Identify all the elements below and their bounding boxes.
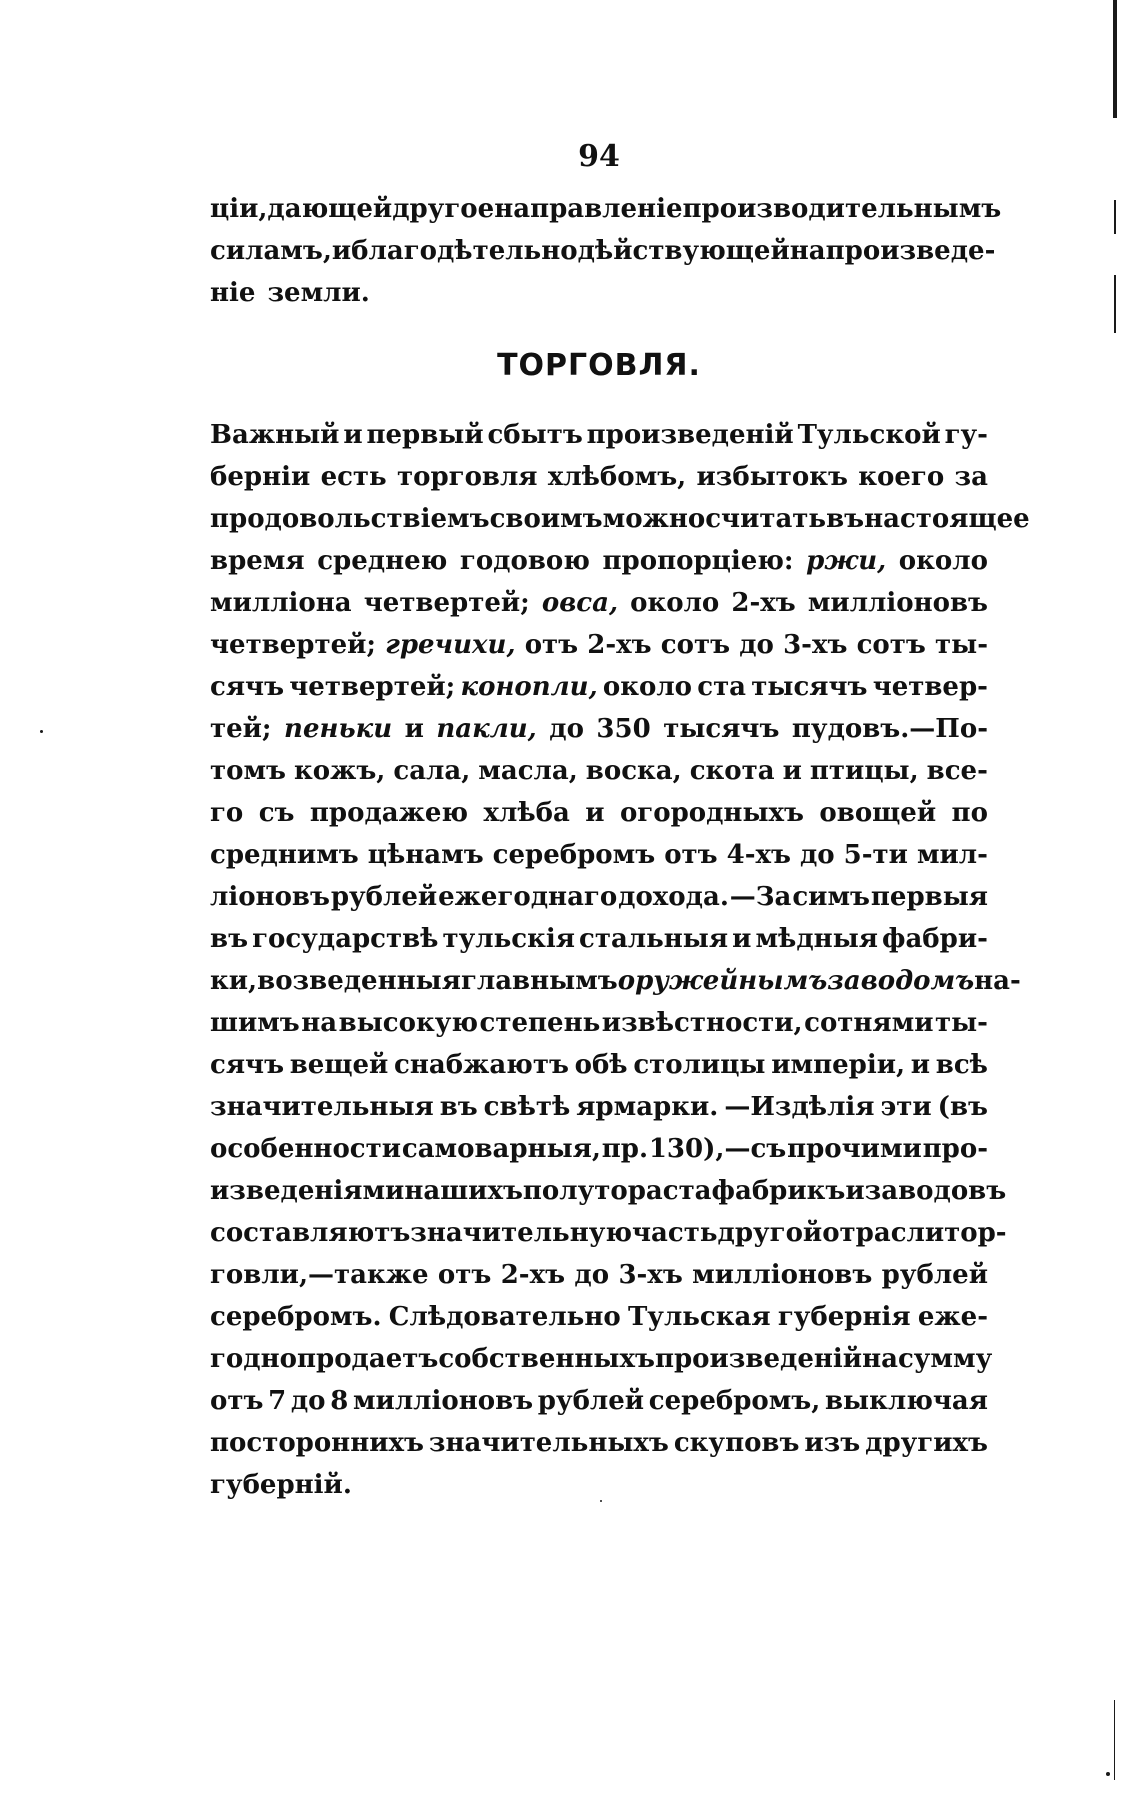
text-line — [210, 1338, 993, 1380]
word: время — [210, 546, 305, 576]
word: отъ — [664, 840, 718, 870]
word: другой — [717, 1218, 823, 1248]
word: до — [574, 1260, 610, 1290]
word: сячъ — [210, 672, 285, 702]
word: милліона — [210, 588, 352, 618]
word: часть — [632, 1218, 718, 1248]
word: до — [739, 630, 774, 660]
word: рублей — [330, 882, 438, 912]
word: про- — [922, 1134, 988, 1164]
word: торговля — [397, 462, 538, 492]
word: кожъ, — [293, 756, 386, 786]
word: ціи, — [210, 194, 268, 224]
word: гречихи, — [385, 630, 516, 660]
word: 130),—съ — [648, 1134, 787, 1164]
word: ты- — [935, 630, 988, 660]
text-line — [210, 230, 996, 272]
word: Важный — [210, 420, 340, 450]
word: серебромъ, — [648, 1386, 821, 1416]
word: среднимъ — [210, 840, 359, 870]
word: столицы — [633, 1050, 766, 1080]
word: около — [630, 588, 720, 618]
word: дохода. — [618, 882, 729, 912]
word: воска, — [585, 756, 682, 786]
word: ты- — [935, 1008, 988, 1038]
word: значительныхъ — [428, 1428, 669, 1458]
word: 3-хъ — [618, 1260, 683, 1290]
word: Слѣдовательно — [388, 1302, 621, 1332]
word: и — [910, 1050, 931, 1080]
word: значительную — [410, 1218, 633, 1248]
word: милліоновъ — [807, 588, 988, 618]
word: вещей — [289, 1050, 389, 1080]
word: 3-хъ — [783, 630, 848, 660]
page-edge-mark — [1114, 200, 1116, 234]
word: прочими — [787, 1134, 922, 1164]
word: въ — [210, 924, 249, 954]
text-line — [210, 1380, 988, 1422]
word: конопли, — [460, 672, 598, 702]
word: и — [585, 798, 605, 828]
word: го — [210, 798, 244, 828]
text-line — [210, 456, 988, 498]
word: сала, — [393, 756, 471, 786]
word: все- — [926, 756, 988, 786]
word: имперіи, — [771, 1050, 906, 1080]
word: —Издѣлія — [724, 1092, 875, 1122]
text-line — [210, 1296, 988, 1338]
word: около — [898, 546, 988, 576]
word: продовольствіемъ — [210, 504, 490, 534]
word: до — [799, 840, 835, 870]
word: хлѣба — [483, 798, 570, 828]
word: скота — [689, 756, 775, 786]
page-edge-mark — [1114, 275, 1116, 333]
word: 2-хъ — [731, 588, 796, 618]
word: нашихъ — [404, 1176, 523, 1206]
word: оружейнымъ — [617, 966, 828, 996]
word: и — [343, 420, 363, 450]
body-paragraph — [210, 414, 1030, 1506]
word: пудовъ.—По- — [791, 714, 988, 744]
word: 2-хъ — [587, 630, 652, 660]
word: особенности — [210, 1134, 402, 1164]
word: четвертей; — [289, 672, 456, 702]
word: хлѣбомъ, — [547, 462, 687, 492]
word: сбытъ — [487, 420, 583, 450]
text-line — [210, 750, 988, 792]
text-line — [210, 1170, 1007, 1212]
word: ста — [697, 672, 747, 702]
word: и — [331, 236, 352, 266]
word: сячъ — [210, 1050, 285, 1080]
word: томъ — [210, 756, 286, 786]
word: самоварныя, — [401, 1134, 601, 1164]
word: годно — [210, 1344, 297, 1374]
word: пр. — [601, 1134, 649, 1164]
word: милліоновъ — [692, 1260, 873, 1290]
word: (въ — [937, 1092, 988, 1122]
text-line — [210, 414, 988, 456]
word: овощей — [819, 798, 937, 828]
word: симъ — [792, 882, 870, 912]
text-line — [210, 1422, 988, 1464]
text-line — [210, 582, 988, 624]
word: продаетъ — [296, 1344, 439, 1374]
word: рублей — [537, 1386, 645, 1416]
word: серебромъ — [492, 840, 656, 870]
text-line — [210, 792, 988, 834]
word: скуповъ — [673, 1428, 800, 1458]
word: отрасли — [822, 1218, 945, 1248]
word: тор- — [944, 1218, 1007, 1248]
word: свѣтѣ — [483, 1092, 571, 1122]
text-line — [210, 1464, 988, 1506]
word: и — [732, 924, 752, 954]
word: 5-ти — [843, 840, 908, 870]
word: шимъ — [210, 1008, 300, 1038]
word: сотъ — [660, 630, 731, 660]
word: овса, — [541, 588, 619, 618]
word: до — [549, 714, 584, 744]
word: гу- — [944, 420, 988, 450]
word: высокую — [338, 1008, 479, 1038]
book-page — [210, 138, 1030, 1506]
word: заводомъ — [827, 966, 975, 996]
word: масла, — [478, 756, 578, 786]
word: составляютъ — [210, 1218, 411, 1248]
word: 2-хъ — [500, 1260, 566, 1290]
word: ярмарки. — [576, 1092, 719, 1122]
word: отъ — [437, 1260, 492, 1290]
word: считать — [705, 504, 827, 534]
text-line — [210, 1044, 988, 1086]
section-title: ТОРГОВЛЯ. — [497, 348, 701, 383]
word: на- — [974, 966, 1021, 996]
word: дѣйствующей — [577, 236, 790, 266]
text-line — [210, 272, 988, 314]
word: ржи, — [806, 546, 887, 576]
text-line — [210, 834, 988, 876]
word: въ — [826, 504, 865, 534]
word: Тульской — [797, 420, 941, 450]
word: направленіе — [494, 194, 683, 224]
word: мил- — [916, 840, 988, 870]
word: серебромъ. — [210, 1302, 382, 1332]
word: эти — [880, 1092, 932, 1122]
word: 4-хъ — [726, 840, 791, 870]
word: настоящее — [864, 504, 1030, 534]
word: за — [954, 462, 988, 492]
word: фабри- — [882, 924, 988, 954]
word: произведе- — [825, 236, 996, 266]
word: тей; — [210, 714, 272, 744]
word: отъ — [210, 1386, 264, 1416]
word: произведеній — [586, 420, 794, 450]
word: собственныхъ — [438, 1344, 655, 1374]
word: ліоновъ — [210, 882, 330, 912]
word: губернія — [777, 1302, 911, 1332]
word: фабрикъ — [711, 1176, 846, 1206]
word: государствѣ — [252, 924, 439, 954]
word: годовою — [459, 546, 590, 576]
word: полутораста — [522, 1176, 712, 1206]
word: пакли, — [436, 714, 537, 744]
word: цѣнамъ — [367, 840, 484, 870]
ink-speck — [40, 730, 43, 733]
word: 8 — [330, 1386, 349, 1416]
word: первый — [366, 420, 484, 450]
text-line — [210, 876, 988, 918]
word: губерній. — [210, 1470, 352, 1500]
word: сумму — [897, 1344, 993, 1374]
word: другихъ — [865, 1428, 988, 1458]
word: ежегоднаго — [438, 882, 618, 912]
word: говли,—также — [210, 1260, 429, 1290]
word: четвер- — [872, 672, 988, 702]
intro-paragraph — [210, 188, 1002, 314]
word: возведенныя — [257, 966, 461, 996]
word: ки, — [210, 966, 258, 996]
word: по — [951, 798, 988, 828]
word: можно — [602, 504, 706, 534]
word: первыя — [870, 882, 988, 912]
word: стальныя — [579, 924, 729, 954]
text-line — [210, 1086, 988, 1128]
word: —За — [729, 882, 792, 912]
word: постороннихъ — [210, 1428, 424, 1458]
word: другое — [392, 194, 495, 224]
word: на — [789, 236, 826, 266]
word: значительныя — [210, 1092, 434, 1122]
text-line — [210, 1128, 988, 1170]
word: четвертей; — [210, 630, 377, 660]
word: снабжаютъ — [394, 1050, 569, 1080]
word: всѣ — [935, 1050, 988, 1080]
word: избытокъ — [696, 462, 848, 492]
text-line — [210, 498, 1030, 540]
word: изъ — [804, 1428, 861, 1458]
word: мѣдныя — [755, 924, 878, 954]
text-line — [210, 1002, 988, 1044]
word: заводовъ — [864, 1176, 1007, 1206]
word: на — [862, 1344, 898, 1374]
word: въ — [439, 1092, 478, 1122]
word: коего — [858, 462, 945, 492]
word: есть — [320, 462, 387, 492]
word: птицы, — [809, 756, 919, 786]
word: дающей — [267, 194, 393, 224]
word: рублей — [881, 1260, 988, 1290]
text-line — [210, 1212, 1007, 1254]
word: главнымъ — [460, 966, 618, 996]
word: еже- — [917, 1302, 988, 1332]
word: производительнымъ — [682, 194, 1002, 224]
text-line — [210, 708, 988, 750]
word: благодѣтельно — [351, 236, 578, 266]
text-line — [210, 188, 1002, 230]
word: произведеній — [654, 1344, 863, 1374]
word: и — [845, 1176, 865, 1206]
word: обѣ — [574, 1050, 628, 1080]
word: изведеніями — [210, 1176, 405, 1206]
word: тульскія — [442, 924, 575, 954]
word: своимъ — [489, 504, 603, 534]
word: тысячъ — [751, 672, 868, 702]
page-edge-line — [1113, 0, 1117, 118]
word: 350 — [596, 714, 651, 744]
ink-speck — [1106, 1772, 1110, 1776]
text-line — [210, 918, 988, 960]
word: выключая — [824, 1386, 988, 1416]
word: и — [782, 756, 802, 786]
word: продажею — [309, 798, 469, 828]
word: сотнями — [804, 1008, 934, 1038]
word: на — [301, 1008, 338, 1038]
word: среднею — [317, 546, 448, 576]
word: степень — [479, 1008, 601, 1038]
text-line — [210, 624, 988, 666]
page-number: 94 — [578, 139, 620, 174]
text-line — [210, 666, 988, 708]
word: земли. — [267, 278, 370, 308]
word: ніе — [210, 278, 256, 308]
page-edge-mark — [1114, 1700, 1115, 1780]
text-line — [210, 540, 988, 582]
word: Тульская — [627, 1302, 771, 1332]
word: милліоновъ — [352, 1386, 534, 1416]
word: сотъ — [856, 630, 926, 660]
word: 7 — [268, 1386, 287, 1416]
word: и — [404, 714, 424, 744]
word: четвертей; — [363, 588, 530, 618]
word: огородныхъ — [619, 798, 804, 828]
word: тысячъ — [663, 714, 780, 744]
word: пеньки — [284, 714, 393, 744]
word: пропорціею: — [602, 546, 794, 576]
word: силамъ, — [210, 236, 332, 266]
text-line — [210, 1254, 988, 1296]
word: отъ — [524, 630, 579, 660]
word: съ — [258, 798, 295, 828]
text-line — [210, 960, 1021, 1002]
word: до — [290, 1386, 326, 1416]
word: берніи — [210, 462, 311, 492]
word: около — [602, 672, 692, 702]
word: извѣстности, — [601, 1008, 803, 1038]
